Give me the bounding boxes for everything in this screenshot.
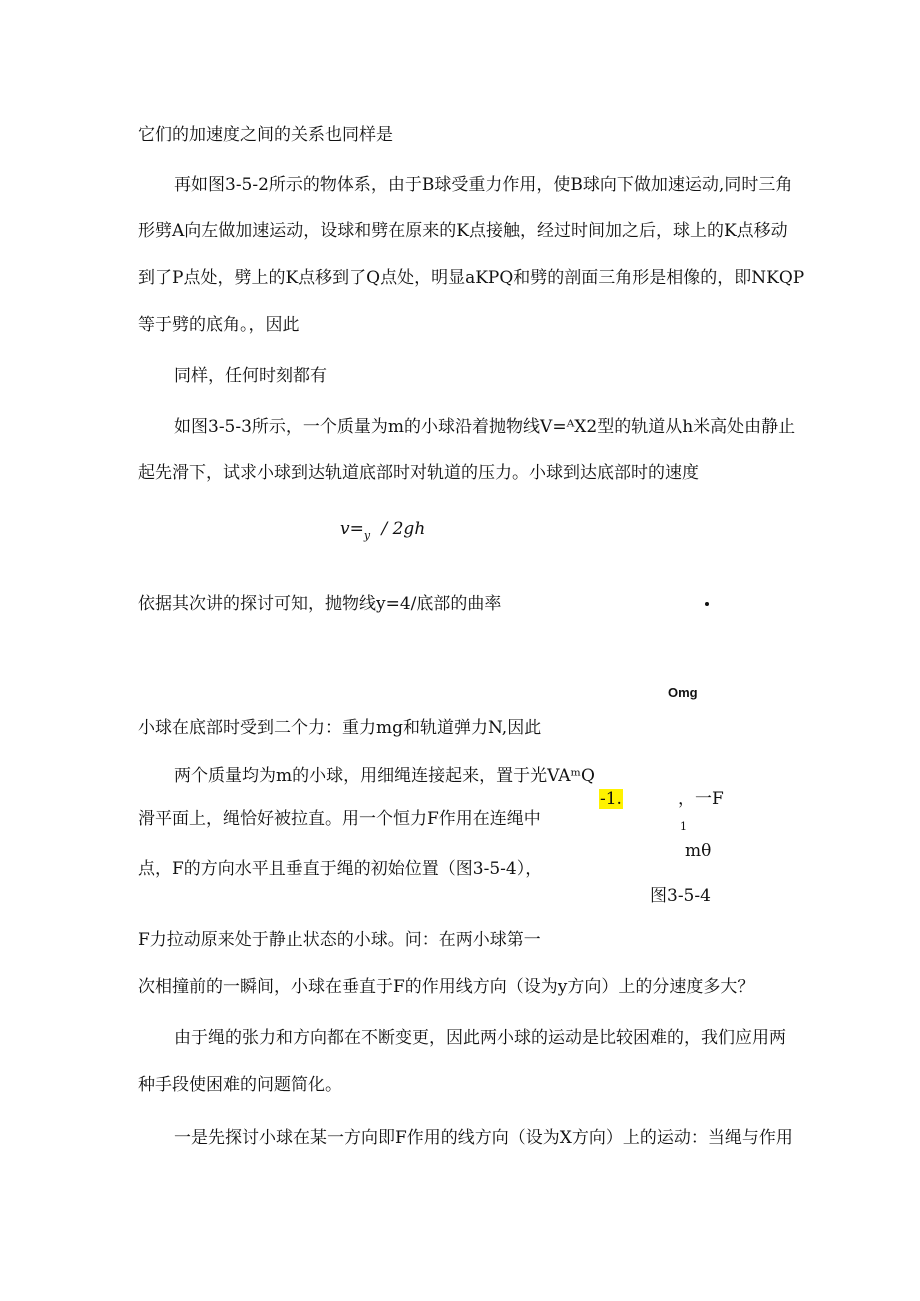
paragraph-line-18: 一是先探讨小球在某一方向即F作用的线方向（设为X方向）上的运动：当绳与作用 [174, 1128, 793, 1148]
paragraph-line-17: 种手段使困难的问题简化。 [138, 1075, 342, 1095]
paragraph-line-13: 点，F的方向水平且垂直于绳的初始位置（图3-5-4）， [138, 859, 543, 879]
figure-label-force: ，一F [678, 789, 724, 809]
figure-label-one: 1 [680, 820, 687, 833]
formula-v: v= [340, 519, 364, 539]
paragraph-line-10: 小球在底部时受到二个力：重力mg和轨道弹力N,因此 [138, 718, 542, 738]
bullet-dot-icon [705, 602, 709, 606]
figure-label-mtheta: mθ [685, 841, 712, 861]
figure-label-omg: Omg [668, 685, 698, 700]
paragraph-line-8: 起先滑下，试求小球到达轨道底部时对轨道的压力。小球到达底部时的速度 [138, 463, 699, 483]
paragraph-line-5: 等于劈的底角。，因此 [138, 315, 300, 335]
paragraph-line-7: 如图3-5-3所示，一个质量为m的小球沿着抛物线V=ᴬX2型的轨道从h米高处由静止 [174, 417, 796, 437]
paragraph-line-12: 滑平面上，绳恰好被拉直。用一个恒力F作用在连绳中 [138, 809, 541, 829]
paragraph-line-9: 依据其次讲的探讨可知，抛物线y=4/底部的曲率 [138, 594, 502, 614]
paragraph-line-16: 由于绳的张力和方向都在不断变更，因此两小球的运动是比较困难的，我们应用两 [174, 1028, 786, 1048]
paragraph-line-3: 形劈A向左做加速运动，设球和劈在原来的K点接触，经过时间加之后，球上的K点移动 [138, 221, 788, 241]
paragraph-line-4: 到了P点处，劈上的K点移到了Q点处，明显aKPQ和劈的剖面三角形是相像的，即NKQP [138, 268, 805, 288]
velocity-formula [340, 518, 425, 542]
paragraph-line-1: 它们的加速度之间的关系也同样是 [138, 125, 393, 145]
paragraph-line-6: 同样，任何时刻都有 [174, 366, 327, 386]
figure-label-highlight [599, 788, 623, 810]
paragraph-line-2: 再如图3-5-2所示的物体系，由于B球受重力作用，使B球向下做加速运动,同时三角 [174, 175, 793, 195]
paragraph-line-11: 两个质量均为m的小球，用细绳连接起来，置于光VAᵐQ [174, 766, 595, 786]
formula-sub: y [363, 529, 371, 542]
figure-caption: 图3-5-4 [650, 886, 711, 906]
paragraph-line-15: 次相撞前的一瞬间，小球在垂直于F的作用线方向（设为y方向）上的分速度多大？ [138, 977, 755, 997]
highlight-mark: -1. [600, 789, 622, 809]
paragraph-line-14: F力拉动原来处于静止状态的小球。问：在两小球第一 [138, 930, 541, 950]
formula-rest: / 2gh [381, 519, 426, 539]
